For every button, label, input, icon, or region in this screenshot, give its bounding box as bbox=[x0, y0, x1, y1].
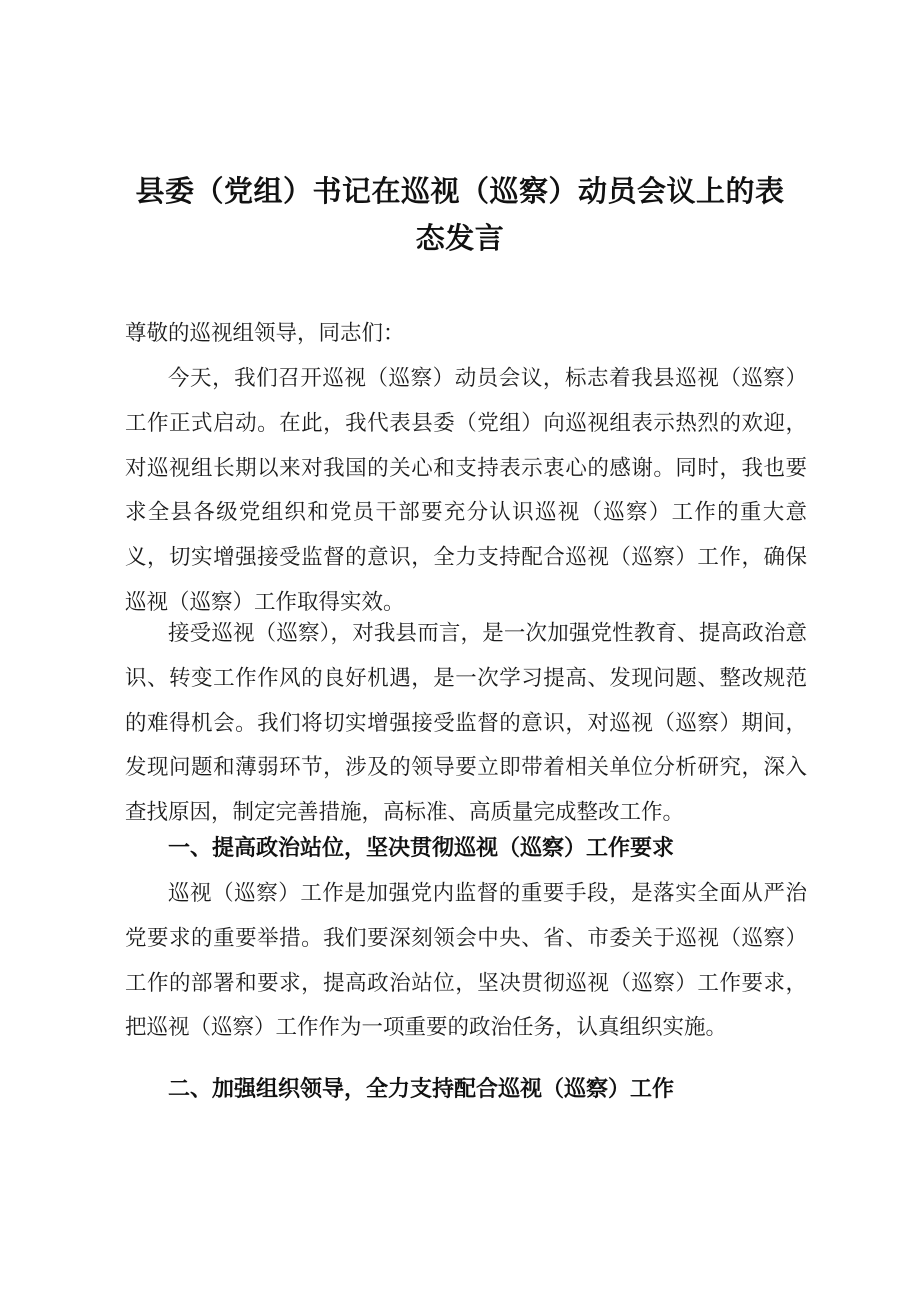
section-1-heading: 一、提高政治站位，坚决贯彻巡视（巡察）工作要求 bbox=[168, 836, 675, 861]
paragraph-1: 今天，我们召开巡视（巡察）动员会议，标志着我县巡视（巡察）工作正式启动。在此，我代表县委（党组）向巡视组表示热烈的欢迎，对巡视组长期以来对我国的关心和支持表示衷心的感谢。同时，我也要求全县各级党组织和党员干部要充分认识巡视（巡察）工作的重大意义，切实增强接受监督的意识，全力支持配合巡视（巡察）工作，确保巡视（巡察）工作取得实效。 bbox=[125, 366, 807, 615]
section-2-heading: 二、加强组织领导，全力支持配合巡视（巡察）工作 bbox=[168, 1077, 675, 1102]
document-title: 县委（党组）书记在巡视（巡察）动员会议上的表态发言 bbox=[135, 174, 785, 255]
salutation: 尊敬的巡视组领导，同志们： bbox=[125, 321, 405, 346]
section-1-paragraph: 巡视（巡察）工作是加强党内监督的重要手段，是落实全面从严治党要求的重要举措。我们要深刻领会中央、省、市委关于巡视（巡察）工作的部署和要求，提高政治站位，坚决贯彻巡视（巡察）工作要求，把巡视（巡察）工作作为一项重要的政治任务，认真组织实施。 bbox=[125, 881, 807, 1041]
paragraph-2: 接受巡视（巡察），对我县而言，是一次加强党性教育、提高政治意识、转变工作作风的良好机遇，是一次学习提高、发现问题、整改规范的难得机会。我们将切实增强接受监督的意识，对巡视（巡察）期间，发现问题和薄弱环节，涉及的领导要立即带着相关单位分析研究，深入查找原因，制定完善措施，高标准、高质量完成整改工作。 bbox=[125, 621, 807, 826]
